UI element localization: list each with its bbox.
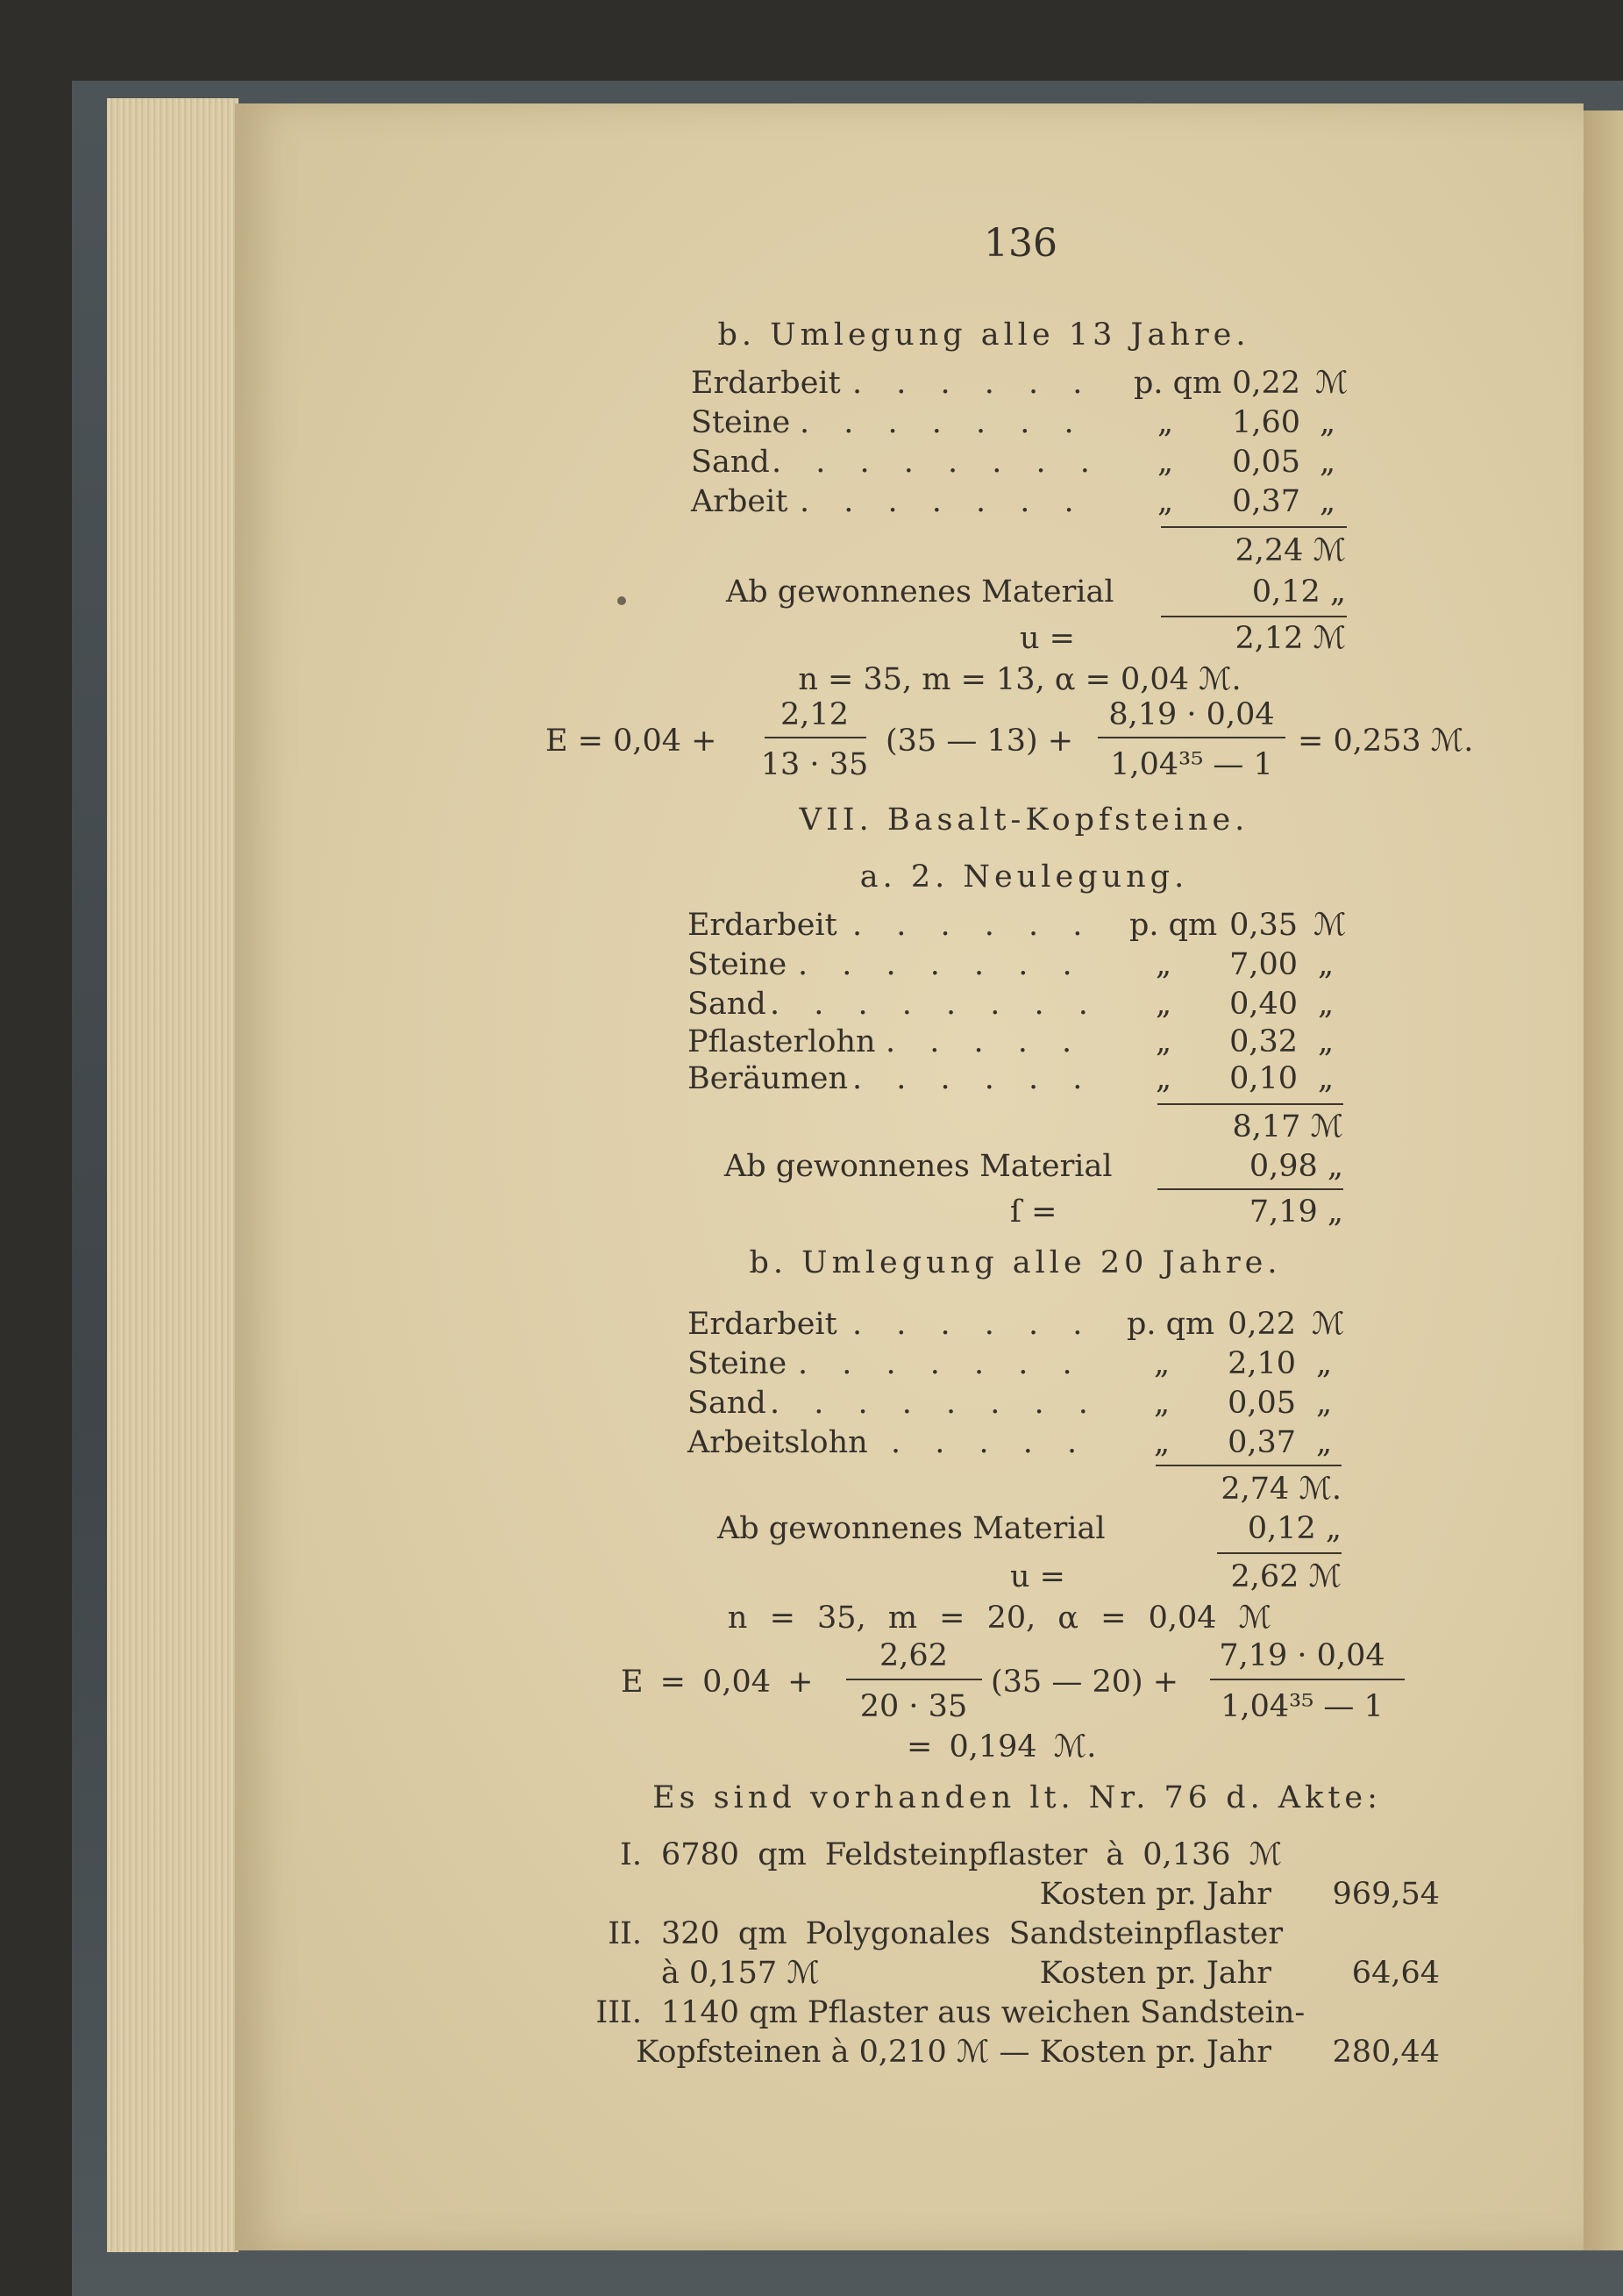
deduct-label: Ab gewonnenes Material bbox=[724, 1149, 1113, 1184]
sum-rule bbox=[1157, 1103, 1343, 1105]
formula-result: = 0,253 ℳ. bbox=[1298, 724, 1474, 759]
row-value: 1,60 bbox=[1232, 405, 1300, 440]
row-label: Sand bbox=[687, 987, 766, 1022]
row-unit: „ bbox=[1156, 1024, 1172, 1059]
deduct-value: 0,12 „ bbox=[1247, 1511, 1342, 1546]
row-unit: „ bbox=[1156, 987, 1172, 1022]
result-value: 2,12 ℳ bbox=[1235, 621, 1346, 656]
item-description: 6780 qm Feldsteinpflaster à 0,136 ℳ bbox=[661, 1837, 1283, 1872]
row-dots: . . . . . bbox=[891, 1425, 1090, 1460]
fraction-numerator: 8,19 · 0,04 bbox=[1108, 697, 1275, 732]
section-heading: b. Umlegung alle 20 Jahre. bbox=[749, 1245, 1282, 1280]
item-number: III. bbox=[595, 1995, 642, 2030]
item-description: 320 qm Polygonales Sandsteinpflaster bbox=[661, 1916, 1284, 1951]
row-label: Steine bbox=[691, 405, 791, 440]
row-value: 0,37 bbox=[1228, 1425, 1296, 1460]
formula-lead: E = 0,04 + bbox=[545, 724, 717, 759]
row-unit: „ bbox=[1157, 484, 1174, 519]
item-number: II. bbox=[608, 1916, 642, 1951]
row-suffix: „ bbox=[1320, 405, 1336, 440]
row-unit: p. qm bbox=[1134, 366, 1222, 401]
row-unit: „ bbox=[1157, 445, 1174, 480]
row-suffix: ℳ bbox=[1312, 1307, 1345, 1342]
row-unit: „ bbox=[1156, 947, 1172, 982]
row-dots: . . . . . . bbox=[852, 1061, 1095, 1096]
row-dots: . . . . . . bbox=[852, 366, 1095, 401]
parameters: n = 35, m = 20, α = 0,04 ℳ bbox=[727, 1601, 1272, 1636]
result-value: 7,19 „ bbox=[1249, 1194, 1343, 1230]
row-label: Erdarbeit bbox=[687, 908, 837, 943]
row-value: 0,32 bbox=[1229, 1024, 1298, 1059]
deduct-label: Ab gewonnenes Material bbox=[726, 574, 1114, 610]
row-suffix: „ bbox=[1318, 947, 1335, 982]
row-dots: . . . . . . . . bbox=[772, 445, 1102, 480]
item-cost-label: Kosten pr. Jahr bbox=[1039, 1956, 1271, 1991]
row-suffix: ℳ bbox=[1315, 366, 1349, 401]
inventory-heading: Es sind vorhanden lt. Nr. 76 d. Akte: bbox=[652, 1780, 1382, 1815]
row-label: Erdarbeit bbox=[691, 366, 841, 401]
row-value: 0,05 bbox=[1232, 445, 1300, 480]
row-value: 0,22 bbox=[1232, 366, 1300, 401]
subtotal: 8,17 ℳ bbox=[1232, 1109, 1343, 1144]
page-edges bbox=[107, 98, 238, 2252]
parameters: n = 35, m = 13, α = 0,04 ℳ. bbox=[798, 662, 1242, 697]
row-dots: . . . . . . bbox=[852, 1307, 1095, 1342]
sum-rule bbox=[1161, 526, 1347, 528]
section-title: VII. Basalt-Kopfsteine. bbox=[799, 802, 1249, 838]
row-label: Steine bbox=[687, 947, 787, 982]
row-label: Steine bbox=[687, 1346, 787, 1381]
row-label: Erdarbeit bbox=[687, 1307, 837, 1342]
fraction-denominator: 13 · 35 bbox=[760, 747, 869, 782]
row-value: 0,40 bbox=[1229, 987, 1298, 1022]
row-suffix: „ bbox=[1316, 1346, 1333, 1381]
row-suffix: „ bbox=[1318, 1024, 1335, 1059]
item-cost-label: Kopfsteinen à 0,210 ℳ — Kosten pr. Jahr bbox=[636, 2035, 1271, 2070]
row-value: 0,10 bbox=[1229, 1061, 1298, 1096]
row-unit: „ bbox=[1157, 405, 1174, 440]
section-heading: b. Umlegung alle 13 Jahre. bbox=[717, 317, 1250, 353]
item-cost-label: Kosten pr. Jahr bbox=[1039, 1877, 1271, 1912]
fraction-denominator: 1,04³⁵ — 1 bbox=[1221, 1689, 1384, 1724]
row-unit: „ bbox=[1156, 1061, 1172, 1096]
row-value: 0,35 bbox=[1229, 908, 1298, 943]
deduct-label: Ab gewonnenes Material bbox=[717, 1511, 1106, 1546]
sum-rule bbox=[1157, 1188, 1343, 1190]
row-value: 2,10 bbox=[1228, 1346, 1296, 1381]
row-suffix: „ bbox=[1318, 987, 1335, 1022]
sum-rule bbox=[1161, 616, 1347, 617]
page-speck bbox=[617, 596, 626, 605]
row-value: 0,37 bbox=[1232, 484, 1300, 519]
row-unit: „ bbox=[1154, 1425, 1171, 1460]
row-dots: . . . . . bbox=[886, 1024, 1085, 1059]
result-label: u = bbox=[1010, 1559, 1065, 1594]
row-suffix: ℳ bbox=[1313, 908, 1347, 943]
row-dots: . . . . . . . bbox=[800, 484, 1086, 519]
deduct-value: 0,98 „ bbox=[1249, 1149, 1343, 1184]
row-label: Sand bbox=[691, 445, 770, 480]
row-suffix: „ bbox=[1320, 484, 1336, 519]
row-suffix: „ bbox=[1316, 1386, 1333, 1421]
row-value: 7,00 bbox=[1229, 947, 1298, 982]
sum-rule bbox=[1156, 1465, 1342, 1466]
item-amount: 64,64 bbox=[1351, 1956, 1440, 1991]
item-amount: 969,54 bbox=[1332, 1877, 1440, 1912]
item-amount: 280,44 bbox=[1332, 2035, 1440, 2070]
row-label: Arbeit bbox=[691, 484, 788, 519]
row-label: Pflasterlohn bbox=[687, 1024, 876, 1059]
item-price: à 0,157 ℳ bbox=[661, 1956, 820, 1991]
row-dots: . . . . . . . . bbox=[770, 987, 1100, 1022]
row-label: Beräumen bbox=[687, 1061, 849, 1096]
result-label: u = bbox=[1020, 621, 1075, 656]
section-subheading: a. 2. Neulegung. bbox=[859, 859, 1189, 895]
row-dots: . . . . . . . bbox=[798, 1346, 1085, 1381]
subtotal: 2,74 ℳ. bbox=[1221, 1472, 1342, 1507]
row-dots: . . . . . . . bbox=[798, 947, 1085, 982]
row-unit: „ bbox=[1154, 1346, 1171, 1381]
result-label: ſ = bbox=[1010, 1194, 1057, 1230]
fraction-denominator: 1,04³⁵ — 1 bbox=[1110, 747, 1273, 782]
formula-middle: (35 — 20) + bbox=[991, 1665, 1179, 1700]
fraction-numerator: 2,12 bbox=[780, 697, 849, 732]
fraction-bar bbox=[1098, 737, 1285, 738]
row-dots: . . . . . . bbox=[852, 908, 1095, 943]
fraction-numerator: 7,19 · 0,04 bbox=[1219, 1638, 1385, 1673]
row-dots: . . . . . . . bbox=[800, 405, 1086, 440]
result-value: 2,62 ℳ bbox=[1230, 1559, 1342, 1594]
subtotal: 2,24 ℳ bbox=[1235, 533, 1346, 568]
sum-rule bbox=[1217, 1552, 1342, 1554]
formula-middle: (35 — 13) + bbox=[886, 724, 1074, 759]
row-value: 0,22 bbox=[1228, 1307, 1296, 1342]
formula-result: = 0,194 ℳ. bbox=[907, 1729, 1097, 1765]
item-description: 1140 qm Pflaster aus weichen Sandstein- bbox=[661, 1995, 1306, 2030]
row-suffix: „ bbox=[1316, 1425, 1333, 1460]
fraction-bar bbox=[1210, 1679, 1405, 1680]
formula-lead: E = 0,04 + bbox=[621, 1665, 814, 1700]
row-label: Arbeitslohn bbox=[687, 1425, 868, 1460]
row-label: Sand bbox=[687, 1386, 766, 1421]
page-number: 136 bbox=[984, 221, 1057, 266]
adjacent-page-edge bbox=[1584, 111, 1623, 2250]
deduct-value: 0,12 „ bbox=[1251, 574, 1346, 610]
row-suffix: „ bbox=[1318, 1061, 1335, 1096]
fraction-denominator: 20 · 35 bbox=[859, 1689, 968, 1724]
fraction-bar bbox=[765, 737, 866, 738]
fraction-numerator: 2,62 bbox=[879, 1638, 948, 1673]
row-unit: p. qm bbox=[1127, 1307, 1215, 1342]
row-unit: p. qm bbox=[1129, 908, 1218, 943]
fraction-bar bbox=[846, 1679, 982, 1680]
row-value: 0,05 bbox=[1228, 1386, 1296, 1421]
row-suffix: „ bbox=[1320, 445, 1336, 480]
row-unit: „ bbox=[1154, 1386, 1171, 1421]
row-dots: . . . . . . . . bbox=[770, 1386, 1100, 1421]
item-number: I. bbox=[620, 1837, 642, 1872]
